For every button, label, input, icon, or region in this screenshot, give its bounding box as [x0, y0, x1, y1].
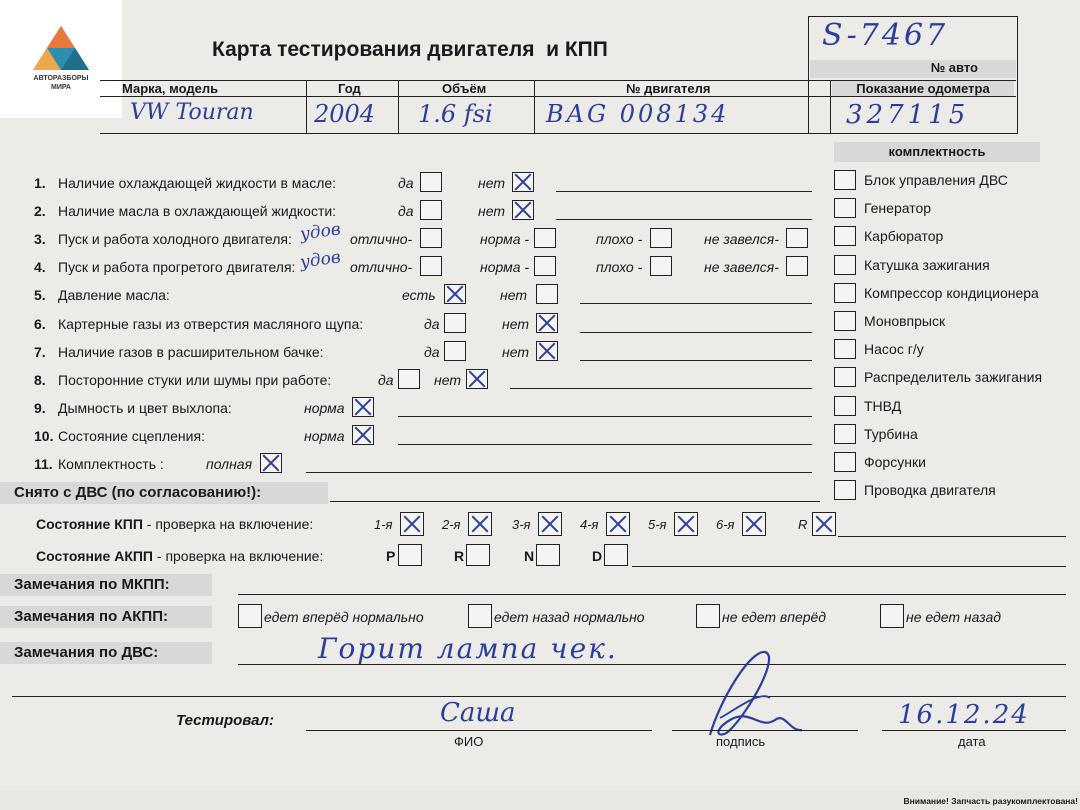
kpp-gear-label: 4-я: [580, 517, 599, 532]
kit-checkbox[interactable]: [834, 283, 856, 303]
item-option-checkbox[interactable]: [420, 228, 442, 248]
item-option-label: да: [378, 371, 394, 388]
kpp-gear-checkbox[interactable]: [400, 512, 424, 536]
item-option-label: полная: [206, 456, 253, 472]
item-option-label: отлично-: [350, 231, 413, 248]
col-engine-no: № двигателя: [626, 81, 711, 96]
mkpp-notes-label: Замечания по МКПП:: [0, 574, 212, 596]
item-answer-line: [556, 191, 812, 192]
kit-checkbox[interactable]: [834, 226, 856, 246]
item-option-label: плохо -: [596, 259, 643, 276]
item-option-checkbox[interactable]: [420, 172, 442, 192]
akpp-mode-label: R: [454, 548, 465, 564]
header-table: [100, 80, 1016, 134]
akpp-back-ok-checkbox[interactable]: [468, 604, 492, 628]
kit-checkbox[interactable]: [834, 198, 856, 218]
kit-checkbox[interactable]: [834, 452, 856, 472]
item-option-label: норма: [304, 427, 345, 444]
item-text: Наличие масла в охлаждающей жидкости:: [58, 203, 337, 220]
item-option-checkbox[interactable]: [444, 341, 466, 361]
item-answer-line: [580, 360, 812, 361]
odometer-value: 327115: [846, 100, 970, 130]
date-value: 16.12.24: [898, 700, 1030, 730]
item-option-label: норма -: [480, 231, 530, 248]
item-option-checkbox[interactable]: [260, 453, 282, 473]
item-option-label: нет: [478, 203, 505, 220]
item-text: Состояние сцепления:: [58, 427, 205, 444]
kit-checkbox[interactable]: [834, 424, 856, 444]
item-option-checkbox[interactable]: [786, 256, 808, 276]
item-option-label: нет: [434, 371, 461, 388]
dvs-notes-label: Замечания по ДВС:: [0, 642, 212, 664]
item-option-checkbox[interactable]: [420, 200, 442, 220]
item-handwritten-note: удов: [298, 219, 342, 245]
year-value: 2004: [314, 100, 376, 128]
kpp-gear-label: 5-я: [648, 517, 667, 532]
akpp-back-ok-label: едет назад нормально: [494, 609, 645, 625]
item-option-label: отлично-: [350, 259, 413, 276]
akpp-no-forward-checkbox[interactable]: [696, 604, 720, 628]
item-text: Пуск и работа прогретого двигателя:: [58, 259, 296, 276]
kit-item-label: Блок управления ДВС: [864, 172, 1008, 188]
kit-item-label: Турбина: [864, 425, 918, 442]
akpp-mode-checkbox[interactable]: [466, 544, 490, 566]
kpp-gear-checkbox[interactable]: [742, 512, 766, 536]
sign-label: подпись: [716, 734, 766, 749]
item-answer-line: [398, 444, 812, 445]
page-title: Карта тестирования двигателя и КПП: [212, 38, 608, 61]
kpp-gear-checkbox[interactable]: [812, 512, 836, 536]
item-number: 1.: [34, 175, 46, 191]
item-number: 8.: [34, 371, 46, 388]
akpp-mode-label: P: [386, 548, 396, 564]
tested-label: Тестировал:: [176, 712, 274, 729]
item-option-label: да: [424, 315, 440, 332]
engine-no-value: BAG 008134: [546, 100, 730, 128]
item-answer-line: [556, 219, 812, 220]
item-number: 7.: [34, 343, 46, 360]
item-text: Пуск и работа холодного двигателя:: [58, 231, 292, 248]
akpp-label: Состояние АКПП - проверка на включение:: [36, 548, 324, 564]
item-option-label: нет: [502, 315, 529, 332]
auto-number-value: S-7467: [822, 18, 949, 53]
kpp-gear-checkbox[interactable]: [674, 512, 698, 536]
item-option-label: не завелся-: [704, 231, 779, 248]
col-year: Год: [338, 81, 361, 96]
fio-label: ФИО: [454, 734, 484, 749]
item-answer-line: [580, 332, 812, 333]
akpp-no-back-checkbox[interactable]: [880, 604, 904, 628]
item-number: 9.: [34, 399, 46, 416]
footer-warning: Внимание! Запчасть разукомплектована!: [903, 796, 1078, 806]
item-option-checkbox[interactable]: [536, 284, 558, 304]
kit-checkbox[interactable]: [834, 367, 856, 387]
akpp-mode-label: D: [592, 548, 603, 564]
item-option-checkbox[interactable]: [534, 256, 556, 276]
kit-checkbox[interactable]: [834, 170, 856, 190]
item-option-checkbox[interactable]: [650, 256, 672, 276]
item-option-checkbox[interactable]: [786, 228, 808, 248]
item-number: 2.: [34, 203, 46, 220]
item-option-checkbox[interactable]: [398, 369, 420, 389]
item-option-checkbox[interactable]: [512, 172, 534, 192]
item-option-label: нет: [502, 343, 529, 360]
kit-item-label: Моновпрыск: [864, 313, 946, 329]
kit-item-label: Карбюратор: [864, 228, 944, 245]
logo-text-1: АВТОРАЗБОРЫ: [33, 75, 89, 82]
kit-item-label: Проводка двигателя: [864, 482, 996, 499]
item-option-label: есть: [402, 287, 436, 304]
item-option-label: норма: [304, 399, 345, 416]
item-number: 4.: [34, 259, 46, 276]
item-answer-line: [306, 472, 812, 473]
akpp-mode-checkbox[interactable]: [604, 544, 628, 566]
item-option-label: да: [424, 343, 440, 360]
kpp-gear-label: 6-я: [716, 517, 735, 532]
item-option-label: да: [398, 175, 414, 191]
item-option-label: нет: [500, 287, 527, 304]
akpp-forward-ok-checkbox[interactable]: [238, 604, 262, 628]
akpp-notes-label: Замечания по АКПП:: [0, 606, 212, 628]
kpp-label: Состояние КПП - проверка на включение:: [36, 516, 314, 532]
item-option-checkbox[interactable]: [352, 397, 374, 417]
item-option-checkbox[interactable]: [352, 425, 374, 445]
item-text: Наличие охлаждающей жидкости в масле:: [58, 175, 337, 191]
col-model: Марка, модель: [122, 81, 219, 96]
logo-mark-icon: [31, 24, 91, 72]
kpp-gear-label: 1-я: [374, 517, 393, 532]
item-option-label: не завелся-: [704, 259, 779, 276]
akpp-forward-ok-label: едет вперёд нормально: [264, 609, 424, 625]
item-option-checkbox[interactable]: [536, 341, 558, 361]
fio-value: Саша: [440, 698, 516, 728]
item-option-checkbox[interactable]: [536, 313, 558, 333]
item-option-label: да: [398, 203, 414, 220]
item-option-checkbox[interactable]: [534, 228, 556, 248]
kpp-gear-label: 2-я: [442, 517, 461, 532]
akpp-mode-checkbox[interactable]: [398, 544, 422, 566]
item-option-label: норма -: [480, 259, 530, 276]
auto-number-label: № авто: [810, 60, 1016, 78]
item-text: Давление масла:: [58, 287, 170, 304]
col-volume: Объём: [442, 81, 487, 96]
item-option-checkbox[interactable]: [650, 228, 672, 248]
kit-item-label: Распределитель зажигания: [864, 369, 1043, 386]
item-handwritten-note: удов: [298, 247, 342, 274]
item-number: 5.: [34, 287, 46, 304]
item-option-checkbox[interactable]: [444, 313, 466, 333]
dvs-notes-value: Горит лампа чек.: [318, 632, 618, 665]
item-answer-line: [580, 303, 812, 304]
item-number: 6.: [34, 315, 46, 332]
kit-checkbox[interactable]: [834, 339, 856, 359]
item-option-label: нет: [478, 175, 505, 191]
kpp-gear-checkbox[interactable]: [606, 512, 630, 536]
kit-item-label: Генератор: [864, 200, 932, 217]
kit-item-label: Катушка зажигания: [864, 256, 990, 273]
item-option-label: плохо -: [596, 231, 643, 248]
kpp-gear-checkbox[interactable]: [538, 512, 562, 536]
kit-checkbox[interactable]: [834, 311, 856, 331]
model-value: VW Touran: [130, 100, 254, 125]
removed-label: Снято с ДВС (по согласованию!):: [0, 482, 328, 504]
akpp-no-forward-label: не едет вперёд: [722, 609, 827, 625]
kpp-gear-label: 3-я: [512, 517, 531, 532]
item-option-checkbox[interactable]: [444, 284, 466, 304]
kit-checkbox[interactable]: [834, 396, 856, 416]
item-number: 11.: [34, 456, 53, 472]
item-option-checkbox[interactable]: [466, 369, 488, 389]
item-option-checkbox[interactable]: [512, 200, 534, 220]
item-text: Комплектность :: [58, 456, 164, 472]
kit-item-label: Компрессор кондиционера: [864, 284, 1039, 301]
logo-text-2: МИРА: [51, 84, 71, 91]
kpp-gear-label: R: [798, 517, 808, 532]
kit-checkbox[interactable]: [834, 255, 856, 275]
item-text: Наличие газов в расширительном бачке:: [58, 343, 324, 360]
volume-value: 1.6 fsi: [418, 100, 493, 128]
item-option-checkbox[interactable]: [420, 256, 442, 276]
kit-checkbox[interactable]: [834, 480, 856, 500]
kit-item-label: Форсунки: [864, 454, 926, 470]
col-odometer: Показание одометра: [832, 81, 1014, 96]
item-answer-line: [398, 416, 812, 417]
item-text: Посторонние стуки или шумы при работе:: [58, 371, 332, 388]
item-number: 10.: [34, 427, 54, 444]
item-text: Картерные газы из отверстия масляного щупа:: [58, 315, 364, 332]
kit-item-label: Насос г/у: [864, 341, 924, 358]
kit-header: комплектность: [834, 142, 1040, 162]
item-text: Дымность и цвет выхлопа:: [58, 399, 232, 416]
item-answer-line: [510, 388, 812, 389]
akpp-mode-label: N: [524, 548, 535, 564]
akpp-no-back-label: не едет назад: [906, 609, 1001, 625]
kpp-gear-checkbox[interactable]: [468, 512, 492, 536]
date-label: дата: [958, 734, 986, 749]
item-number: 3.: [34, 231, 46, 248]
kit-item-label: ТНВД: [864, 397, 902, 414]
akpp-mode-checkbox[interactable]: [536, 544, 560, 566]
